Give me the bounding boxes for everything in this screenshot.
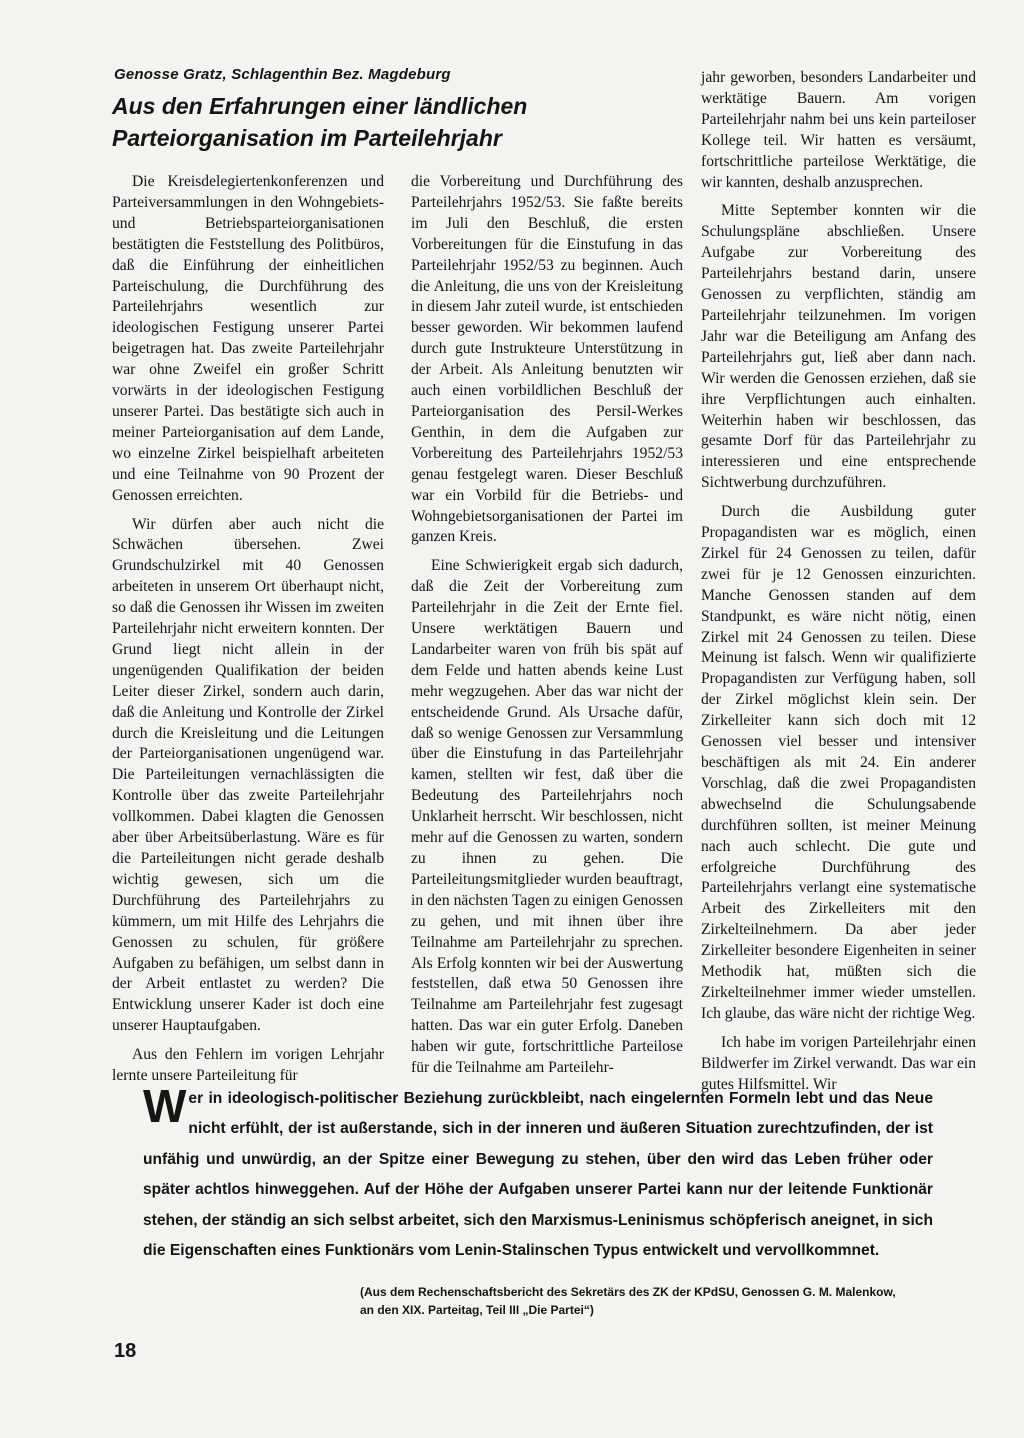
article-column-1 — [112, 172, 384, 1095]
quote-source-line-1: (Aus dem Rechenschaftsbericht des Sekretärs des ZK der KPdSU, Genossen G. M. Malenkow, — [360, 1285, 896, 1299]
paragraph: Ich habe im vorigen Parteilehrjahr einen Bildwerfer im Zirkel verwandt. Das war ein gutes Hilfsmittel. Wir — [701, 1033, 976, 1093]
paragraph: Die Kreisdelegiertenkonferenzen und Parteiversammlungen in den Wohngebiets- und Betriebsparteiorganisationen bestätigten die Feststellung des Politbüros, daß die Einführung der einheitlichen Parteischulung, die Durchführung des Parteilehrjahrs wesentlich zur ideologischen Festigung unserer Partei beigetragen hat. Das zweite Parteilehrjahr war ohne Zweifel ein großer Schritt vorwärts in der ideologischen Festigung unserer Partei. Das bestätigte sich auch in meiner Parteiorganisation auf dem Lande, wo einzelne Zirkel beispielhaft arbeiteten und eine Teilnahme von 90 Prozent der Genossen erreichten. — [112, 173, 384, 504]
article-column-2 — [411, 172, 683, 1087]
page-number: 18 — [114, 1340, 137, 1362]
paragraph: die Vorbereitung und Durchführung des Parteilehrjahrs 1952/53. Sie faßte bereits im Juli den Beschluß, die ersten Vorbereitungen für die Einstufung in das Parteilehrjahr 1952/53 zu beginnen. Auch die Anleitung, die uns von der Kreisleitung in diesem Jahr zuteil wurde, ist entschieden besser geworden. Wir bekommen laufend durch gute Instrukteure Unterstützung in der Arbeit. Als Anleitung benutzten wir auch einen vorbildlichen Beschluß der Parteiorganisation des Persil-Werkes Genthin, in dem die Aufgaben zur Vorbereitung des Parteilehrjahrs 1952/53 genau festgelegt waren. Dieser Beschluß war ein Vorbild für die Betriebs- und Wohngebietsorganisationen der Partei im ganzen Kreis. — [411, 173, 683, 546]
paragraph: Durch die Ausbildung guter Propagandisten war es möglich, einen Zirkel für 24 Genossen zu teilen, dafür zwei für je 12 Genossen einzurichten. Manche Genossen standen auf dem Standpunkt, es wäre nicht nötig, einen Zirkel mit 24 Genossen zu teilen. Diese Meinung ist falsch. Wenn wir qualifizierte Propagandisten zur Verfügung haben, soll der Zirkel möglichst klein sein. Der Zirkelleiter kann sich doch mit 12 Genossen viel besser und intensiver beschäftigen als mit 24. Ein anderer Vorschlag, daß die zwei Propagandisten abwechselnd die Schulungsabende durchführen sollten, ist meiner Meinung nach auch schlecht. Die gute und erfolgreiche Durchführung des Parteilehrjahrs verlangt eine systematische Arbeit des Zirkelleiters mit den Zirkelteilnehmern. Da aber jeder Zirkelleiter besondere Eigenheiten in seiner Methodik hat, müßten sich die Zirkelteilnehmer immer wieder umstellen. Ich glaube, das wäre nicht der richtige Weg. — [701, 503, 976, 1022]
paragraph: jahr geworben, besonders Landarbeiter und werktätige Bauern. Am vorigen Parteilehrjahr nahm bei uns kein parteiloser Kollege teil. Wir hatten es versäumt, fortschrittliche parteilose Werktätige, die wir kannten, deshalb anzusprechen. — [701, 69, 976, 191]
quote-text: er in ideologisch-politischer Beziehung zurückbleibt, nach eingelernten Formeln lebt und das Neue nicht erfühlt, der ist außerstande, sich in der inneren und äußeren Situation zurechtzufinden, der ist unfähig und unwürdig, an der Spitze einer Bewegung zu stehen, über den wird das Leben früher oder später achtlos hinweggehen. Auf der Höhe der Aufgaben unserer Partei kann nur der leitende Funktionär stehen, der ständig an sich selbst arbeitet, sich den Marxismus-Leninismus schöpferisch aneignet, in sich die Eigenschaften eines Funktionärs vom Lenin-Stalinschen Typus entwickelt und vervollkommnet. — [143, 1090, 933, 1260]
quote-source-line-2: an den XIX. Parteitag, Teil III „Die Partei“) — [360, 1303, 594, 1317]
paragraph: Eine Schwierigkeit ergab sich dadurch, daß die Zeit der Vorbereitung zum Parteilehrjahr in die Zeit der Ernte fiel. Unsere werktätigen Bauern und Landarbeiter waren von früh bis spät auf dem Felde und hatten abends keine Lust mehr wegzugehen. Aber das war nicht der entscheidende Grund. Als Ursache dafür, daß so wenige Genossen zur Versammlung über die Einstufung in das Parteilehrjahr kamen, stellten wir fest, daß über die Bedeutung des Parteilehrjahrs noch Unklarheit herrscht. Wir beschlossen, nicht mehr auf die Genossen zu warten, sondern zu ihnen zu gehen. Die Parteileitungsmitglieder wurden beauftragt, in den nächsten Tagen zu einigen Genossen zu gehen, und mit ihnen über ihre Teilnahme am Parteilehrjahr zu sprechen. Als Erfolg konnten wir bei der Auswertung feststellen, daß etwa 50 Genossen ihre Teilnahme am Parteilehrjahr fest zugesagt hatten. Das war ein guter Erfolg. Daneben haben wir gute, fortschrittliche Parteilose für die Teilnahme am Parteilehr- — [411, 557, 683, 1077]
paragraph: Wir dürfen aber auch nicht die Schwächen übersehen. Zwei Grundschulzirkel mit 40 Genossen arbeiteten in unserem Ort überhaupt nicht, so daß die Genossen ihr Wissen im zweiten Parteilehrjahr nicht erweitern konnten. Der Grund liegt nicht allein in der ungenügenden Qualifikation der beiden Leiter dieser Zirkel, sondern auch darin, daß die Anleitung und Kontrolle der Zirkel durch die Kreisleitung und die Leitungen der Parteiorganisationen ungenügend war. Die Parteileitungen vernachlässigten die Kontrolle über das zweite Parteilehrjahr vollkommen. Dabei klagten die Genossen aber über Arbeitsüberlastung. Wäre es für die Parteileitungen nicht gerade deshalb wichtig gewesen, sich um die Durchführung des Parteilehrjahrs zu kümmern, um mit Hilfe des Lehrjahrs die Genossen zu schulen, für größere Aufgaben zu befähigen, um selbst dann in der Arbeit entlastet zu werden? Die Entwicklung unserer Kader ist doch eine unserer Hauptaufgaben. — [112, 515, 384, 1035]
pull-quote — [143, 1080, 933, 1266]
article-column-3 — [701, 68, 976, 1104]
quote-source — [360, 1283, 940, 1319]
quote-dropcap: W — [143, 1080, 187, 1132]
paragraph: Mitte September konnten wir die Schulungspläne abschließen. Unsere Aufgabe zur Vorbereitung des Parteilehrjahrs bestand darin, unsere Genossen zu verpflichten, ständig am Parteilehrjahr teilzunehmen. Im vorigen Jahr war die Beteiligung am Anfang des Parteilehrjahrs gut, ließ aber dann nach. Wir werden die Genossen erziehen, daß sie ihre Verpflichtungen auch einhalten. Weiterhin haben wir beschlossen, das gesamte Dorf für das Parteilehrjahr zu interessieren und eine entsprechende Sichtwerbung durchzuführen. — [701, 202, 976, 492]
article-title: Aus den Erfahrungen einer ländlichen Parteiorganisation im Parteilehrjahr — [112, 93, 528, 151]
author-byline: Genosse Gratz, Schlagenthin Bez. Magdeburg — [114, 66, 451, 83]
paragraph: Aus den Fehlern im vorigen Lehrjahr lernte unsere Parteileitung für — [112, 1046, 384, 1085]
